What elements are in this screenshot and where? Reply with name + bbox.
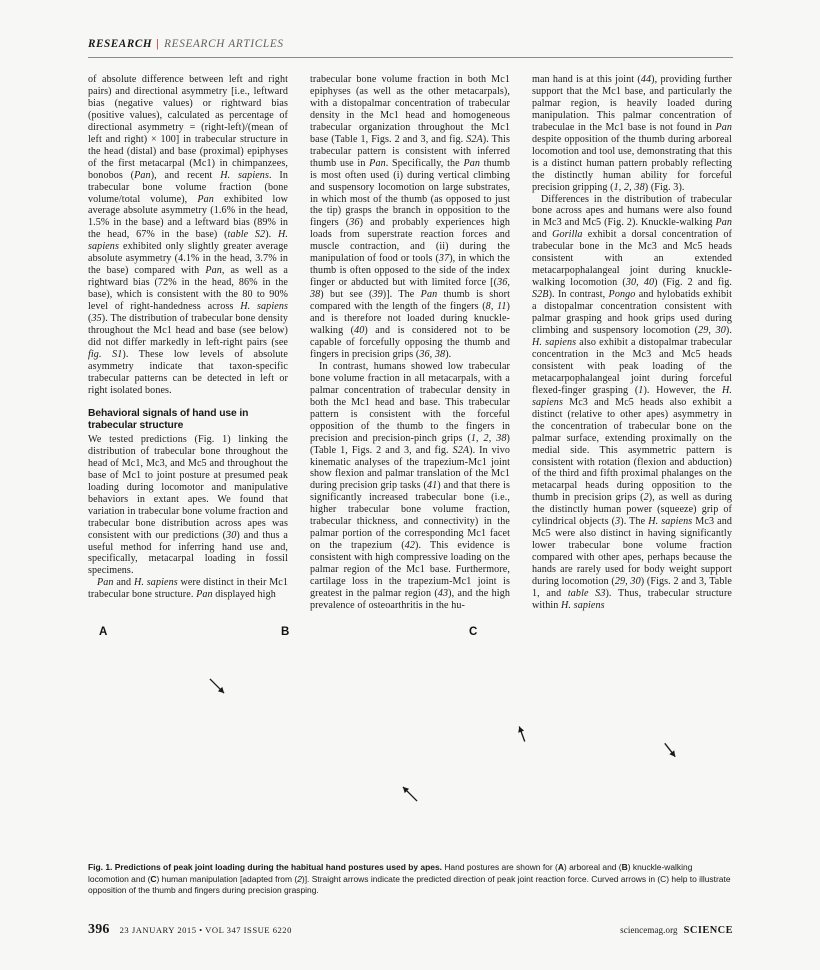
caption-title: Predictions of peak joint loading during the habitual hand postures used by apes. — [114, 862, 442, 872]
journal-website: sciencemag.org — [620, 925, 678, 935]
figure-1-caption — [88, 862, 734, 897]
caption-ref-a: A — [557, 862, 564, 872]
caption-body-2: ) arboreal and ( — [563, 862, 622, 872]
col1-paragraph-1: of absolute difference between left and right pairs) and directional asymmetry [i.e., leftward bias (negative values) or rightward bias (positive values), calculated as percentage of directional asymmetry = (right-left)/(mean of left and right) × 100] in trabecular structure in the head (distal) and base (proximal) epiphyses of the first metacarpal (Mc1) in chimpanzees, bonobos (Pan), and recent H. sapiens. In trabecular bone volume fraction (bone volume/total volume), Pan exhibited low average absolute asymmetry (1.6% in the head, 1.5% in the base) and a leftward bias (89% in the head, 67% in the base) (table S2). H. sapiens exhibited only slightly greater average absolute asymmetry (4.1% in the head, 3.7% in the base) compared with Pan, as well as a rightward bias (72% in the head, 86% in the base), which is consistent with the 80 to 90% level of right-handedness across H. sapiens (35). The distribution of trabecular bone density throughout the Mc1 head and base (see below) did not differ markedly in left-right pairs (see fig. S1). These low levels of absolute asymmetry indicate that taxon-specific trabecular patterns can be detected in left or right isolated bones. — [88, 74, 288, 396]
col2-paragraph-1: trabecular bone volume fraction in both Mc1 epiphyses (as well as the other metacarpals), with a distopalmar concentration of trabecular density in the Mc1 head and homogeneous trabecular organization throughout the Mc1 base (Table 1, Figs. 2 and 3, and fig. S2A). This trabecular pattern is consistent with inferred thumb use in Pan. Specifically, the Pan thumb is most often used (i) during vertical climbing and suspensory locomotion on large substrates, in which most of the thumb (as opposed to just the tip) grasps the branch in opposition to the fingers (36) and probably experiences high loads from superstrate reaction forces and muscle contraction, and (ii) during the manipulation of food or tools (37), in which the thumb is often opposed to the side of the index finger or abducted but with limited force [(36, 38) but see (39)]. The Pan thumb is short compared with the length of the fingers (8, 11) and is therefore not loaded during knuckle-walking (40) and is considered not to be capable of forcefully opposing the thumb and fingers in precision grips (36, 38). — [310, 74, 511, 360]
caption-body-4: ) human manipulation [adapted from (2)]. Straight arrows indicate the predicted direction of peak joint reaction force. Curved arrows in (C) help to illustrate opposition of the thumb and fingers during precision grasping. — [88, 873, 731, 896]
figure-panel-label-c: C — [469, 626, 478, 638]
running-head-rule — [88, 57, 733, 58]
arrow-panel-c-upper-left-icon — [508, 720, 534, 746]
arrow-panel-b-icon — [396, 780, 422, 806]
running-head-separator: | — [156, 38, 160, 50]
section-heading-behavioral-signals: Behavioral signals of hand use in trabecular structure — [88, 407, 249, 431]
column-1 — [88, 74, 288, 609]
column-2 — [310, 74, 510, 609]
column-3 — [532, 74, 732, 609]
running-head — [88, 38, 732, 50]
figure-1-graphic — [88, 612, 733, 852]
caption-ref-b: B — [621, 862, 628, 872]
journal-brand: SCIENCE — [683, 925, 733, 936]
col1-paragraph-2: We tested predictions (Fig. 1) linking the distribution of trabecular bone throughout the head of Mc1, Mc3, and Mc5 and throughout the base of Mc1 to joint posture at presumed peak loading during locomotor and manipulative behaviors in extant apes. We found that variation in trabecular bone volume fraction and trabecular bone distribution across apes was consistent with our predictions (30) and thus a useful method for inferring hand use and, specifically, metacarpal loading in fossil specimens. — [88, 433, 288, 577]
col2-paragraph-2: In contrast, humans showed low trabecular bone volume fraction in all metacarpals, with a palmar concentration of trabecular density in both the Mc1 head and base. This trabecular pattern is consistent with the forceful opposition of the thumb to the fingers in precision and precision-pinch grips (1, 2, 38) (Table 1, Figs. 2 and 3, and fig. S2A). In vivo kinematic analyses of the trapezium-Mc1 joint show flexion and palmar translation of the Mc1 during precision grip tasks (41) and that there is significantly increased trabecular bone (i.e., higher trabecular bone volume fraction, trabecular thickness, and connectivity) in the palmar portion of the corresponding Mc1 facet on the trapezium (42). This evidence is consistent with high compressive loading on the palmar region of the Mc1 base. Furthermore, cartilage loss in the trapezium-Mc1 joint is greatest in the palmar region (43), and the high prevalence of osteoarthritis in the hu- — [310, 360, 510, 611]
arrow-panel-a-icon — [203, 672, 229, 698]
col3-paragraph-2: Differences in the distribution of trabecular bone across apes and humans were also found in Mc3 and Mc5 (Fig. 2). Knuckle-walking Pan and Gorilla exhibit a dorsal concentration of trabecular bone in the Mc3 and Mc5 heads consistent with an extended metacarpophalangeal joint during knuckle-walking locomotion (30, 40) (Fig. 2 and fig. S2B). In contrast, Pongo and hylobatids exhibit a distopalmar concentration consistent with palmar grasping and hook grips used during climbing and suspensory locomotion (29, 30). H. sapiens also exhibit a distopalmar trabecular concentration in the Mc3 and Mc5 heads consistent with peak loading of the metacarpophalangeal joint during forceful flexed-finger grasping (1). However, the H. sapiens Mc3 and Mc5 heads also exhibit a distinct (relative to other apes) asymmetry in the concentration of trabecular bone on the palmar surface, extending proximally on the medial side. This asymmetric pattern is consistent with rotation (flexion and abduction) of the third and fifth proximal phalanges on the metacarpal heads during opposition to the thumb in precision grips (2), as well as during the distinctly human power (squeeze) grip of cylindrical objects (3). The H. sapiens Mc3 and Mc5 were also distinct in having significantly lower trabecular bone volume fraction compared with other apes, perhaps because the hands are rarely used for body weight support during locomotion (29, 30) (Figs. 2 and 3, Table 1, and table S3). Thus, trabecular structure within H. sapiens — [532, 193, 733, 611]
caption-body-1: Hand postures are shown for ( — [441, 862, 558, 872]
running-head-research: RESEARCH — [88, 38, 153, 50]
col3-paragraph-1: man hand is at this joint (44), providing further support that the Mc1 base, and particularly the palmar region, is heavily loaded during manipulation. This palmar concentration of trabeculae in the Mc1 base is not found in Pan despite opposition of the thumb during arboreal locomotion and tool use, demonstrating that this is a distinct human pattern probably reflecting the distinctly human ability for forceful precision gripping (1, 2, 38) (Fig. 3). — [532, 74, 732, 193]
caption-figure-number: Fig. 1. — [88, 862, 113, 872]
footer-right — [88, 920, 733, 938]
caption-ref-c: C — [150, 873, 157, 884]
caption-body-3: ) knuckle-walking locomotion and ( — [88, 862, 693, 884]
figure-panel-label-a: A — [99, 626, 108, 638]
col1-paragraph-3: Pan and H. sapiens were distinct in their Mc1 trabecular bone structure. Pan displayed high — [88, 577, 288, 601]
running-head-section: RESEARCH ARTICLES — [164, 38, 284, 50]
figure-panel-label-b: B — [281, 626, 290, 638]
arrow-panel-c-lower-right-icon — [656, 736, 682, 762]
issue-line: 23 JANUARY 2015 • VOL 347 ISSUE 6220 — [119, 925, 292, 935]
article-body-columns — [88, 74, 733, 609]
page-number: 396 — [88, 922, 110, 937]
